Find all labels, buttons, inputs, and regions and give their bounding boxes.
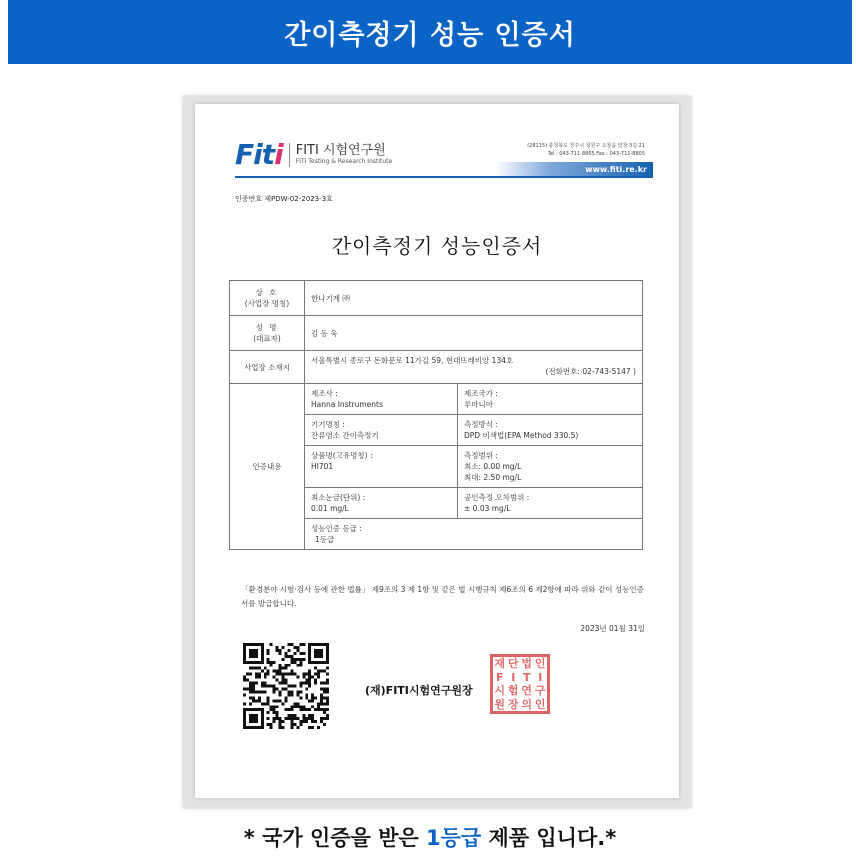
seal-char: I — [538, 670, 543, 684]
error-range-cell: 공인측정 오차범위 : ± 0.03 mg/L — [458, 488, 643, 519]
footer-suffix: 제품 입니다.* — [481, 826, 617, 850]
banner-title: 간이측정기 성능 인증서 — [284, 19, 576, 51]
seal-char: 법 — [521, 657, 533, 670]
seal-char: 연 — [521, 684, 533, 697]
representative-label: 성 명 (대표자) — [230, 316, 305, 351]
seal-char: 의 — [521, 697, 533, 711]
seal-char: 인 — [534, 697, 546, 711]
legal-statement: 「환경분야 시험·검사 등에 관한 법률」 제9조의 3 제 1항 및 같은 법 시행규칙 제6조의 6 제2항에 따라 위와 같이 성능인증서를 발급합니다. — [241, 585, 644, 608]
fiti-logo-mark: Fiti — [235, 138, 283, 171]
seal-char: I — [511, 670, 516, 684]
representative-value: 김 동 욱 — [305, 316, 643, 351]
website-bar: www.fiti.re.kr — [495, 162, 653, 178]
certificate-title: 간이측정기 성능인증서 — [331, 234, 543, 258]
seal-char: F — [495, 670, 504, 684]
seal-char: T — [522, 670, 531, 684]
seal-char: 험 — [507, 684, 519, 697]
device-cell: 기기명칭 : 잔류염소 간이측정기 — [305, 415, 458, 446]
logo-name-en: FITI Testing & Research Institute — [295, 158, 393, 165]
method-cell: 측정방식 : DPD 비색법(EPA Method 330.5) — [458, 415, 643, 446]
page-banner — [8, 0, 852, 64]
issue-date: 2023년 01월 31일 — [580, 624, 645, 633]
content-label: 인증내용 — [230, 384, 305, 550]
institute-address: (28115) 충청북도 청주시 청원구 오창읍 양청 3길 21 Tel : 043-711-8865 Fax : 043-711-8805 — [527, 143, 645, 157]
logo-name-ko: FITI 시험연구원 — [295, 143, 386, 158]
seal-char: 인 — [534, 657, 546, 670]
seal-char: 장 — [507, 697, 519, 711]
seal-char: 원 — [494, 697, 506, 711]
phone-value: (전화번호: 02-743-5147 ) — [545, 367, 636, 376]
official-seal-icon — [490, 654, 550, 714]
logo-divider — [289, 143, 290, 167]
manufacturer-cell: 제조사 : Hanna Instruments — [305, 384, 458, 415]
product-cell: 상품명(고유명칭) : HI701 — [305, 446, 458, 488]
certificate-number: 인증번호 제PDW-02-2023-3호 — [235, 195, 333, 203]
address-label: 사업장 소재지 — [230, 351, 305, 384]
certificate-document — [195, 104, 679, 798]
footer-note — [0, 822, 860, 852]
certificate-frame — [183, 96, 691, 808]
fiti-logo — [235, 138, 392, 171]
issuer-name: (재)FITI시험연구원장 — [365, 684, 473, 697]
company-value: 한나기계 ㈜ — [305, 281, 643, 316]
address-value: 서울특별시 종로구 돈화문로 11가길 59, 현대뜨레비앙 134호 (전화번호: 02-743-5147 ) — [305, 351, 643, 384]
company-label: 상 호 (사업장 명칭) — [230, 281, 305, 316]
header-divider — [235, 176, 653, 178]
seal-char: 구 — [534, 684, 546, 697]
footer-highlight: 1등급 — [426, 826, 482, 850]
seal-char: 시 — [494, 684, 506, 697]
qr-code-icon — [243, 643, 329, 729]
country-cell: 제조국가 : 루마니아 — [458, 384, 643, 415]
certificate-table — [229, 280, 643, 550]
seal-char: 재 — [494, 657, 506, 670]
grade-cell: 성능인증 등급 : 1등급 — [305, 519, 643, 550]
range-cell: 측정범위 : 최소: 0.00 mg/L 최대: 2.50 mg/L — [458, 446, 643, 488]
footer-prefix: * 국가 인증을 받은 — [243, 826, 427, 850]
resolution-cell: 최소눈금(단위) : 0.01 mg/L — [305, 488, 458, 519]
seal-char: 단 — [507, 657, 519, 670]
